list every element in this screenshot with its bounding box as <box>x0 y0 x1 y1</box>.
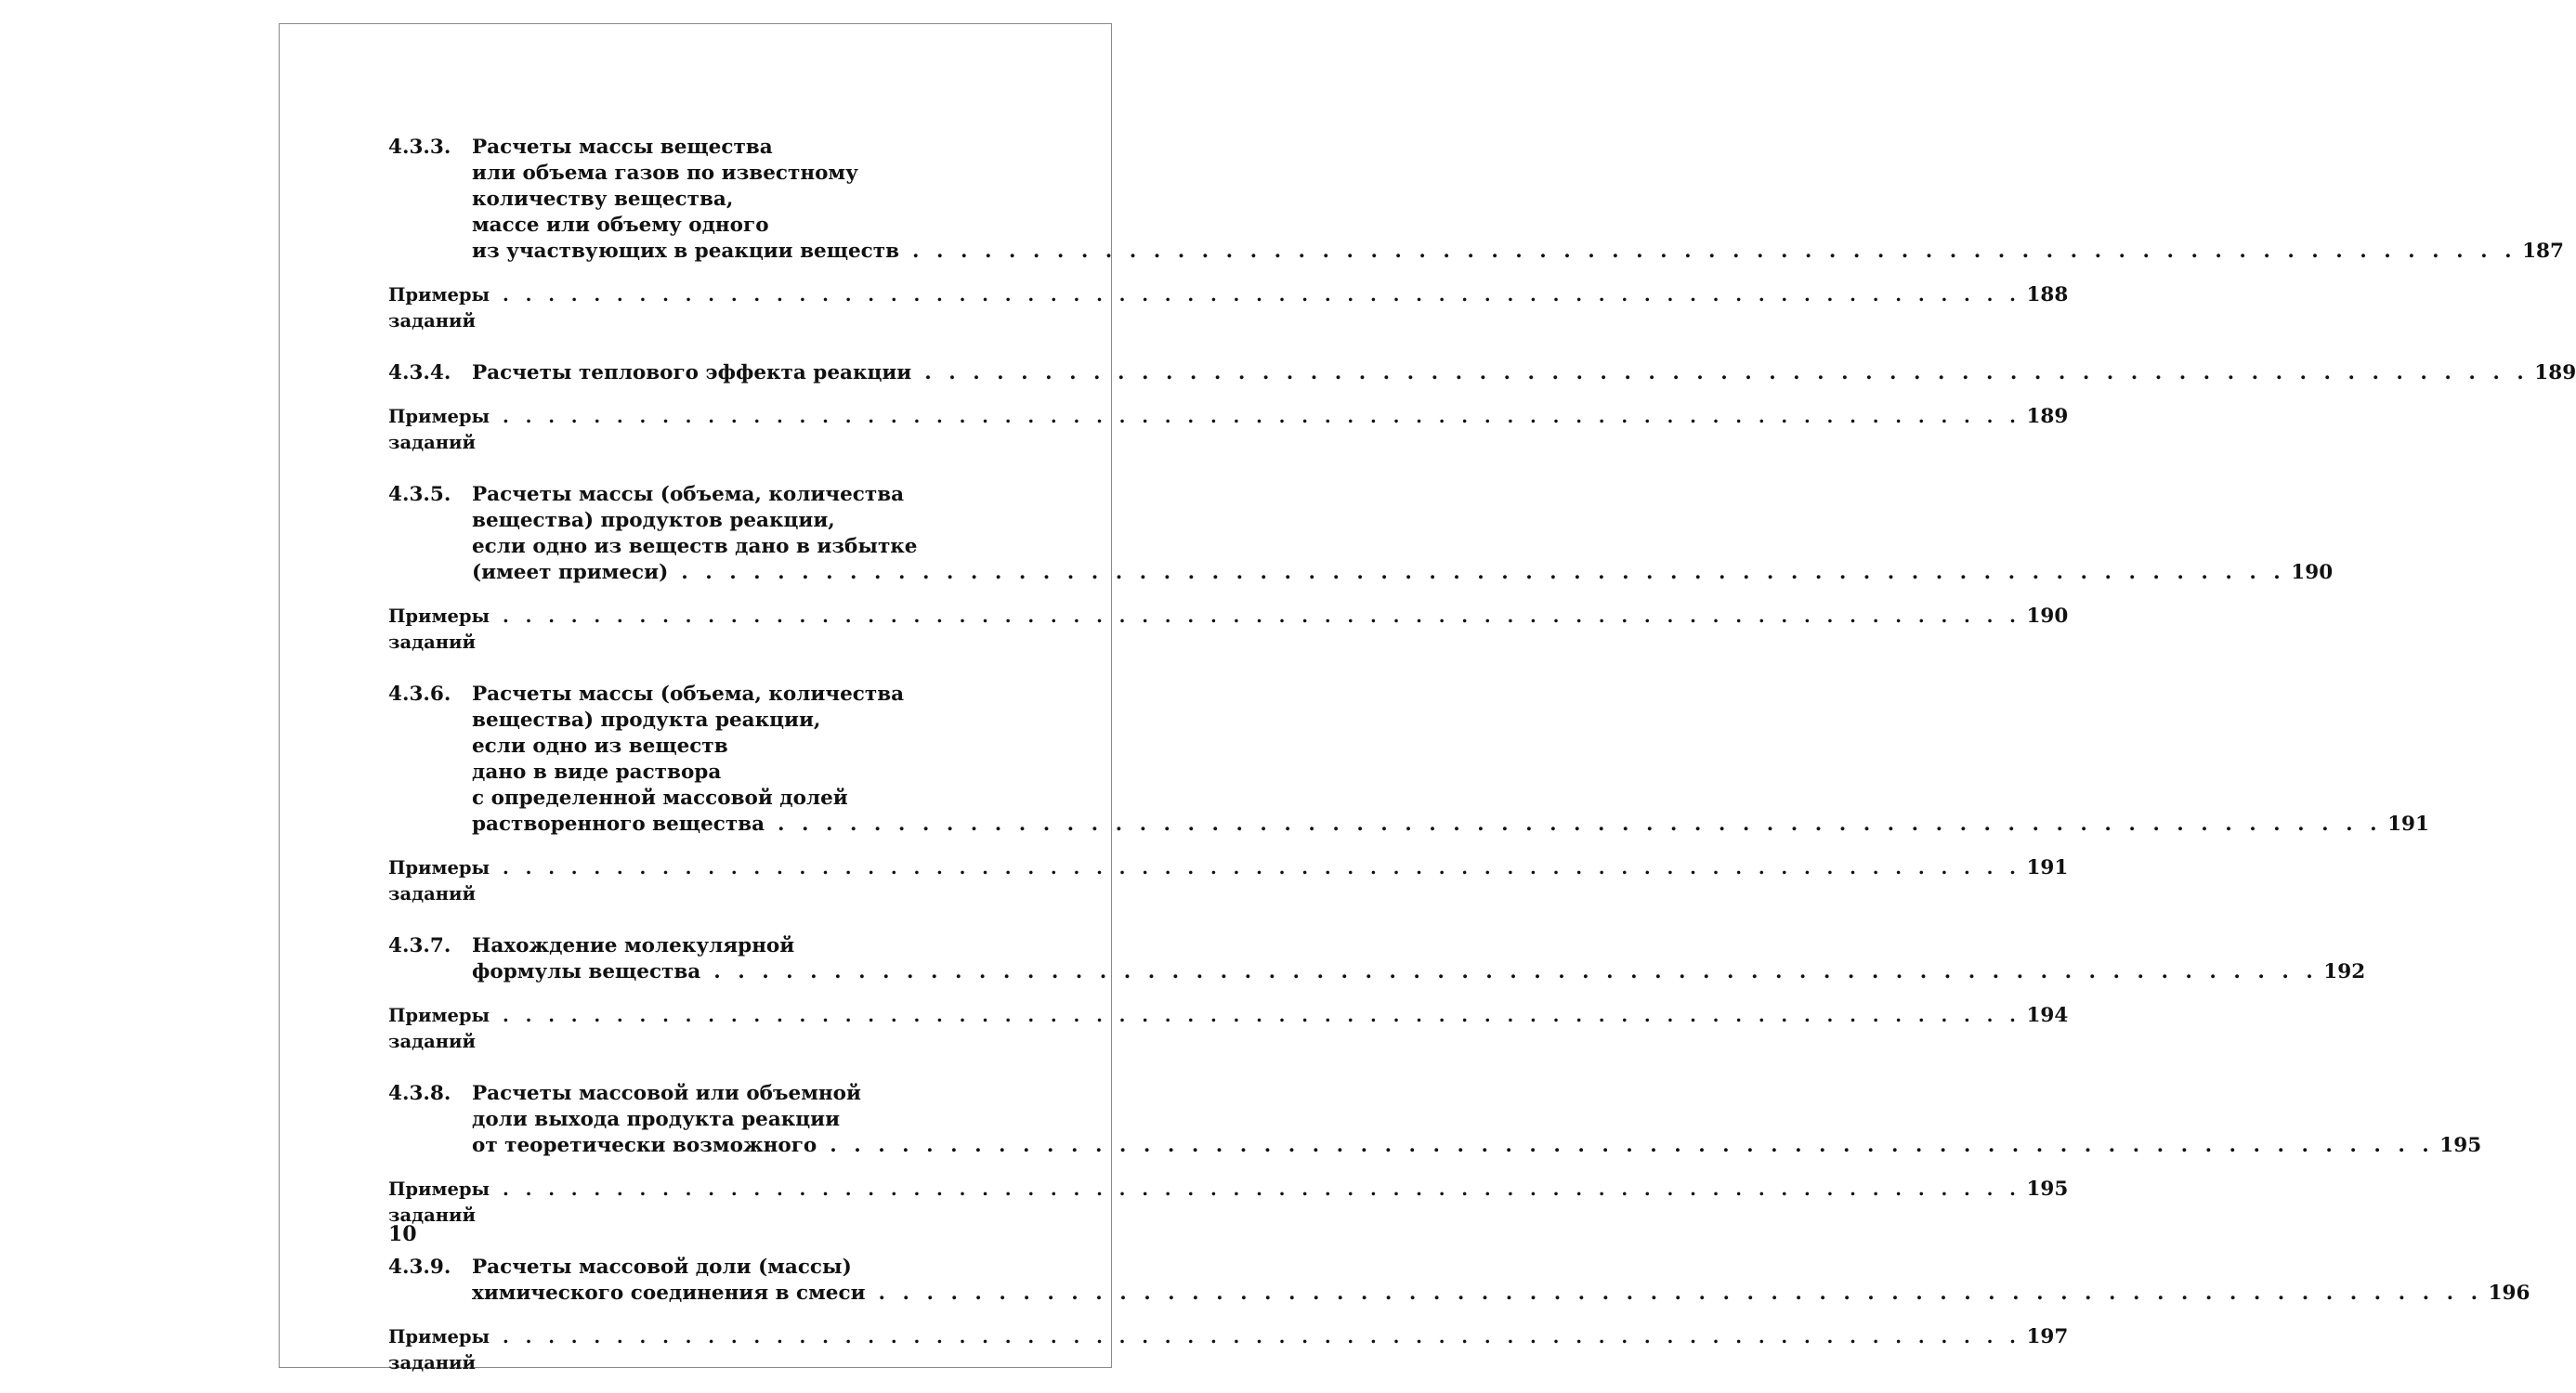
examples-label: Примеры заданий <box>388 857 490 905</box>
section-number: 4.3.7. <box>388 934 451 957</box>
page-number: 10 <box>388 1222 417 1246</box>
dot-leader: . . . . . . . . . . . . . . . . . . . . . . . . . . . . . . . . . . . . . . . . . . . . . . . . . . . . . . . . . . . . . . . . . . . <box>503 1178 2021 1200</box>
section-title-last-line <box>472 360 2576 386</box>
examples-entry <box>388 1324 2069 1376</box>
section-title-line: вещества) продуктов реакции, <box>472 509 835 532</box>
section-title-line: Расчеты массовой доли (массы) <box>472 1256 852 1279</box>
dot-leader: . . . . . . . . . . . . . . . . . . . . . . . . . . . . . . . . . . . . . . . . . . . . . . . . . . . . . . . . . . . . . . . . . . . <box>681 561 2286 584</box>
section-title-line: из участвующих в реакции веществ <box>472 240 900 263</box>
section-title <box>472 1081 2482 1159</box>
toc-entry <box>388 482 2334 586</box>
examples-label: Примеры заданий <box>388 1178 490 1226</box>
toc-entry <box>388 360 2576 386</box>
section-title-last-line <box>472 812 2429 838</box>
toc-entry <box>388 682 2429 838</box>
dot-leader: . . . . . . . . . . . . . . . . . . . . . . . . . . . . . . . . . . . . . . . . . . . . . . . . . . . . . . . . . . . . . . . . . . . <box>503 857 2021 879</box>
examples-entry <box>388 282 2069 334</box>
toc-entry <box>388 1255 2530 1307</box>
page-reference: 190 <box>2291 561 2334 584</box>
page-reference: 187 <box>2522 240 2564 263</box>
section-title-line: массе или объему одного <box>472 214 769 237</box>
page-reference: 188 <box>2026 283 2069 306</box>
section-title-line: Расчеты массы (объема, количества <box>472 483 905 506</box>
section-title <box>472 682 2429 838</box>
section-title-line: химического соединения в смеси <box>472 1282 866 1305</box>
section-title-line: Расчеты массовой или объемной <box>472 1082 861 1105</box>
section-number: 4.3.3. <box>388 136 451 159</box>
section-title <box>472 933 2366 985</box>
examples-entry <box>388 604 2069 656</box>
page-reference: 190 <box>2026 605 2069 628</box>
section-title <box>472 135 2564 265</box>
page-reference: 191 <box>2387 813 2429 836</box>
section-number: 4.3.8. <box>388 1082 451 1105</box>
section-title-line: дано в виде раствора <box>472 761 722 784</box>
examples-label: Примеры заданий <box>388 406 490 453</box>
dot-leader: . . . . . . . . . . . . . . . . . . . . . . . . . . . . . . . . . . . . . . . . . . . . . . . . . . . . . . . . . . . . . . . . . . . <box>503 1005 2021 1026</box>
table-of-contents <box>388 135 2576 1376</box>
section-title-last-line <box>472 959 2366 985</box>
section-title-last-line <box>472 1281 2530 1307</box>
examples-label: Примеры заданий <box>388 284 490 332</box>
section-title-line: количеству вещества, <box>472 188 734 211</box>
section-title-line: Расчеты теплового эффекта реакции <box>472 361 912 384</box>
section-number: 4.3.6. <box>388 683 451 706</box>
section-title-line: формулы вещества <box>472 960 701 983</box>
dot-leader: . . . . . . . . . . . . . . . . . . . . . . . . . . . . . . . . . . . . . . . . . . . . . . . . . . . . . . . . . . . . . . . . . . . <box>503 1326 2021 1347</box>
dot-leader: . . . . . . . . . . . . . . . . . . . . . . . . . . . . . . . . . . . . . . . . . . . . . . . . . . . . . . . . . . . . . . . . . . . <box>830 1134 2435 1157</box>
dot-leader: . . . . . . . . . . . . . . . . . . . . . . . . . . . . . . . . . . . . . . . . . . . . . . . . . . . . . . . . . . . . . . . . . . . <box>503 605 2021 627</box>
page-reference: 195 <box>2439 1134 2482 1157</box>
dot-leader: . . . . . . . . . . . . . . . . . . . . . . . . . . . . . . . . . . . . . . . . . . . . . . . . . . . . . . . . . . . . . . . . . . . <box>713 960 2319 983</box>
section-title-last-line <box>472 1133 2482 1159</box>
section-number: 4.3.4. <box>388 361 451 384</box>
examples-entry <box>388 855 2069 907</box>
toc-entry <box>388 933 2366 985</box>
page-reference: 192 <box>2323 960 2366 983</box>
section-title-line: если одно из веществ дано в избытке <box>472 535 918 558</box>
examples-label: Примеры заданий <box>388 1326 490 1373</box>
section-title-line: Нахождение молекулярной <box>472 934 795 957</box>
page-reference: 191 <box>2026 856 2069 879</box>
section-title <box>472 482 2334 586</box>
section-title-line: или объема газов по известному <box>472 162 858 185</box>
examples-label: Примеры заданий <box>388 605 490 653</box>
page-reference: 197 <box>2026 1325 2069 1348</box>
dot-leader: . . . . . . . . . . . . . . . . . . . . . . . . . . . . . . . . . . . . . . . . . . . . . . . . . . . . . . . . . . . . . . . . . . . <box>503 284 2021 306</box>
section-title-last-line <box>472 560 2334 586</box>
examples-entry <box>388 1177 2069 1229</box>
section-title-line: (имеет примеси) <box>472 561 669 584</box>
section-title-line: Расчеты массы вещества <box>472 136 773 159</box>
section-title-line: растворенного вещества <box>472 813 765 836</box>
examples-label: Примеры заданий <box>388 1005 490 1052</box>
page-reference: 195 <box>2026 1178 2069 1201</box>
section-title-line: если одно из веществ <box>472 735 728 758</box>
dot-leader: . . . . . . . . . . . . . . . . . . . . . . . . . . . . . . . . . . . . . . . . . . . . . . . . . . . . . . . . . . . . . . . . . . . <box>912 240 2517 263</box>
section-title <box>472 360 2576 386</box>
page-reference: 196 <box>2488 1282 2530 1305</box>
section-title-last-line <box>472 239 2564 265</box>
page-reference: 189 <box>2534 361 2576 384</box>
section-title <box>472 1255 2530 1307</box>
page-reference: 194 <box>2026 1004 2069 1027</box>
section-title-line: Расчеты массы (объема, количества <box>472 683 905 706</box>
page-reference: 189 <box>2026 405 2069 428</box>
toc-entry <box>388 1081 2482 1159</box>
section-number: 4.3.9. <box>388 1256 451 1279</box>
section-number: 4.3.5. <box>388 483 451 506</box>
section-title-line: доли выхода продукта реакции <box>472 1108 841 1131</box>
dot-leader: . . . . . . . . . . . . . . . . . . . . . . . . . . . . . . . . . . . . . . . . . . . . . . . . . . . . . . . . . . . . . . . . . . . <box>778 813 2383 836</box>
section-title-line: вещества) продукта реакции, <box>472 709 821 732</box>
examples-entry <box>388 1003 2069 1055</box>
toc-entry <box>388 135 2564 265</box>
examples-entry <box>388 404 2069 456</box>
dot-leader: . . . . . . . . . . . . . . . . . . . . . . . . . . . . . . . . . . . . . . . . . . . . . . . . . . . . . . . . . . . . . . . . . . . <box>924 361 2530 384</box>
dot-leader: . . . . . . . . . . . . . . . . . . . . . . . . . . . . . . . . . . . . . . . . . . . . . . . . . . . . . . . . . . . . . . . . . . . <box>878 1282 2483 1305</box>
section-title-line: с определенной массовой долей <box>472 787 848 810</box>
book-page <box>279 23 2576 1373</box>
dot-leader: . . . . . . . . . . . . . . . . . . . . . . . . . . . . . . . . . . . . . . . . . . . . . . . . . . . . . . . . . . . . . . . . . . . <box>503 406 2021 427</box>
section-title-line: от теоретически возможного <box>472 1134 817 1157</box>
